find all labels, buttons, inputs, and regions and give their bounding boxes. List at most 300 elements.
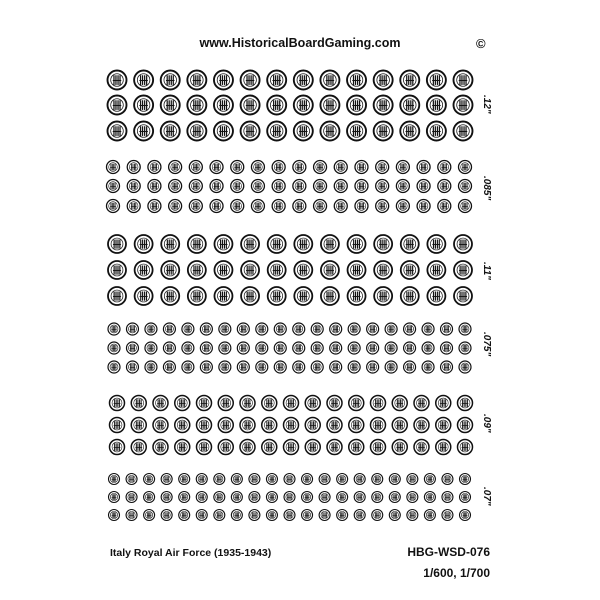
fasces-roundel-icon [347, 96, 366, 115]
fasces-roundel-icon [348, 235, 366, 253]
fasces-roundel-icon [441, 361, 453, 373]
fasces-roundel-icon [134, 71, 153, 90]
fasces-roundel-icon [272, 161, 285, 174]
size-label-07: .07" [481, 487, 492, 506]
fasces-roundel-icon [374, 122, 393, 141]
fasces-roundel-icon [237, 361, 249, 373]
fasces-roundel-icon [302, 510, 313, 521]
fasces-roundel-icon [127, 161, 140, 174]
fasces-roundel-icon [314, 180, 327, 193]
fasces-roundel-icon [214, 510, 225, 521]
fasces-roundel-icon [187, 96, 206, 115]
fasces-roundel-icon [153, 418, 168, 433]
fasces-roundel-icon [272, 180, 285, 193]
fasces-roundel-icon [249, 492, 260, 503]
fasces-roundel-icon [231, 474, 242, 485]
fasces-roundel-icon [214, 492, 225, 503]
fasces-roundel-icon [348, 361, 360, 373]
fasces-roundel-icon [187, 71, 206, 90]
fasces-roundel-icon [210, 180, 223, 193]
fasces-roundel-icon [126, 361, 138, 373]
fasces-roundel-icon [321, 287, 339, 305]
fasces-roundel-icon [400, 122, 419, 141]
fasces-roundel-icon [347, 122, 366, 141]
fasces-roundel-icon [376, 200, 389, 213]
sheet-title: Italy Royal Air Force (1935-1943) [110, 547, 272, 559]
fasces-roundel-icon [161, 287, 179, 305]
fasces-roundel-icon [293, 180, 306, 193]
fasces-roundel-icon [441, 323, 453, 335]
fasces-roundel-icon [314, 200, 327, 213]
fasces-roundel-icon [355, 200, 368, 213]
fasces-roundel-icon [274, 323, 286, 335]
fasces-roundel-icon [348, 342, 360, 354]
fasces-roundel-icon [175, 440, 190, 455]
fasces-roundel-icon [459, 342, 471, 354]
fasces-roundel-icon [422, 361, 434, 373]
fasces-roundel-icon [458, 396, 473, 411]
fasces-roundel-icon [349, 418, 364, 433]
fasces-roundel-icon [454, 235, 472, 253]
fasces-roundel-icon [268, 261, 286, 279]
fasces-roundel-icon [417, 180, 430, 193]
fasces-roundel-icon [355, 180, 368, 193]
fasces-roundel-icon [374, 71, 393, 90]
fasces-roundel-icon [401, 235, 419, 253]
fasces-roundel-icon [442, 492, 453, 503]
fasces-roundel-icon [422, 323, 434, 335]
fasces-roundel-icon [131, 396, 146, 411]
fasces-roundel-icon [189, 200, 202, 213]
fasces-roundel-icon [189, 161, 202, 174]
fasces-roundel-icon [392, 396, 407, 411]
fasces-roundel-icon [240, 418, 255, 433]
fasces-roundel-icon [424, 510, 435, 521]
fasces-roundel-icon [396, 180, 409, 193]
fasces-roundel-icon [460, 510, 471, 521]
fasces-roundel-icon [284, 440, 299, 455]
fasces-roundel-icon [414, 396, 429, 411]
fasces-roundel-icon [200, 342, 212, 354]
fasces-roundel-icon [214, 287, 232, 305]
fasces-roundel-icon [372, 492, 383, 503]
fasces-roundel-icon [268, 287, 286, 305]
fasces-roundel-icon [153, 396, 168, 411]
fasces-roundel-icon [460, 474, 471, 485]
fasces-roundel-icon [334, 161, 347, 174]
fasces-roundel-icon [197, 418, 212, 433]
size-label-12: .12" [481, 95, 492, 114]
website-url: www.HistoricalBoardGaming.com [199, 36, 401, 50]
fasces-roundel-icon [231, 180, 244, 193]
fasces-roundel-icon [293, 342, 305, 354]
fasces-roundel-icon [109, 492, 120, 503]
fasces-roundel-icon [407, 492, 418, 503]
fasces-roundel-icon [108, 361, 120, 373]
fasces-roundel-icon [337, 474, 348, 485]
fasces-roundel-icon [237, 342, 249, 354]
fasces-roundel-icon [436, 440, 451, 455]
fasces-roundel-icon [267, 96, 286, 115]
fasces-roundel-icon [231, 510, 242, 521]
fasces-roundel-icon [251, 200, 264, 213]
fasces-roundel-icon [153, 440, 168, 455]
fasces-roundel-icon [182, 342, 194, 354]
fasces-roundel-icon [330, 323, 342, 335]
fasces-roundel-icon [349, 396, 364, 411]
fasces-roundel-icon [251, 161, 264, 174]
fasces-roundel-icon [396, 161, 409, 174]
fasces-roundel-icon [231, 161, 244, 174]
fasces-roundel-icon [401, 287, 419, 305]
fasces-roundel-icon [187, 122, 206, 141]
fasces-roundel-icon [454, 96, 473, 115]
fasces-roundel-icon [376, 180, 389, 193]
fasces-roundel-icon [148, 161, 161, 174]
fasces-roundel-icon [182, 361, 194, 373]
fasces-roundel-icon [231, 200, 244, 213]
fasces-roundel-icon [438, 180, 451, 193]
fasces-roundel-icon [407, 474, 418, 485]
fasces-roundel-icon [241, 96, 260, 115]
fasces-roundel-icon [442, 474, 453, 485]
fasces-roundel-icon [109, 474, 120, 485]
fasces-roundel-icon [108, 122, 127, 141]
fasces-roundel-icon [200, 361, 212, 373]
fasces-roundel-icon [320, 71, 339, 90]
fasces-roundel-icon [454, 122, 473, 141]
fasces-roundel-icon [417, 200, 430, 213]
fasces-roundel-icon [108, 235, 126, 253]
fasces-roundel-icon [427, 122, 446, 141]
fasces-roundel-icon [427, 235, 445, 253]
fasces-roundel-icon [241, 261, 259, 279]
fasces-roundel-icon [305, 418, 320, 433]
fasces-roundel-icon [284, 510, 295, 521]
fasces-roundel-icon [110, 396, 125, 411]
fasces-roundel-icon [163, 342, 175, 354]
fasces-roundel-icon [349, 440, 364, 455]
fasces-roundel-icon [214, 261, 232, 279]
size-label-09: .09" [481, 414, 492, 433]
fasces-roundel-icon [427, 261, 445, 279]
fasces-roundel-icon [189, 180, 202, 193]
fasces-roundel-icon [311, 323, 323, 335]
fasces-roundel-icon [268, 235, 286, 253]
fasces-roundel-icon [321, 261, 339, 279]
fasces-roundel-icon [305, 440, 320, 455]
fasces-roundel-icon [293, 361, 305, 373]
fasces-roundel-icon [400, 96, 419, 115]
fasces-roundel-icon [241, 71, 260, 90]
fasces-roundel-icon [355, 161, 368, 174]
fasces-roundel-icon [427, 287, 445, 305]
fasces-roundel-icon [144, 492, 155, 503]
fasces-roundel-icon [256, 342, 268, 354]
fasces-roundel-icon [337, 492, 348, 503]
fasces-roundel-icon [161, 122, 180, 141]
fasces-roundel-icon [126, 474, 137, 485]
fasces-roundel-icon [161, 492, 172, 503]
fasces-roundel-icon [214, 71, 233, 90]
fasces-roundel-icon [294, 287, 312, 305]
fasces-roundel-icon [438, 200, 451, 213]
fasces-roundel-icon [161, 474, 172, 485]
fasces-roundel-icon [284, 396, 299, 411]
fasces-roundel-icon [218, 440, 233, 455]
fasces-roundel-icon [210, 161, 223, 174]
fasces-roundel-icon [127, 200, 140, 213]
fasces-roundel-icon [414, 440, 429, 455]
fasces-roundel-icon [319, 492, 330, 503]
fasces-roundel-icon [214, 235, 232, 253]
fasces-roundel-icon [367, 342, 379, 354]
fasces-roundel-icon [436, 396, 451, 411]
fasces-roundel-icon [385, 323, 397, 335]
fasces-roundel-icon [196, 510, 207, 521]
fasces-roundel-icon [241, 122, 260, 141]
fasces-roundel-icon [314, 161, 327, 174]
fasces-roundel-icon [372, 474, 383, 485]
fasces-roundel-icon [262, 440, 277, 455]
fasces-roundel-icon [348, 323, 360, 335]
fasces-roundel-icon [188, 235, 206, 253]
fasces-roundel-icon [144, 474, 155, 485]
fasces-roundel-icon [126, 342, 138, 354]
fasces-roundel-icon [256, 323, 268, 335]
fasces-roundel-icon [127, 180, 140, 193]
fasces-roundel-icon [348, 287, 366, 305]
fasces-roundel-icon [293, 323, 305, 335]
fasces-roundel-icon [145, 361, 157, 373]
fasces-roundel-icon [376, 161, 389, 174]
fasces-roundel-icon [108, 342, 120, 354]
fasces-roundel-icon [389, 492, 400, 503]
fasces-roundel-icon [334, 200, 347, 213]
fasces-roundel-icon [266, 492, 277, 503]
fasces-roundel-icon [131, 418, 146, 433]
fasces-roundel-icon [442, 510, 453, 521]
fasces-roundel-icon [163, 361, 175, 373]
fasces-roundel-icon [107, 161, 120, 174]
fasces-roundel-icon [321, 235, 339, 253]
fasces-roundel-icon [197, 396, 212, 411]
fasces-roundel-icon [427, 96, 446, 115]
fasces-roundel-icon [200, 323, 212, 335]
fasces-roundel-icon [294, 71, 313, 90]
fasces-roundel-icon [262, 396, 277, 411]
fasces-roundel-icon [249, 474, 260, 485]
fasces-roundel-icon [392, 418, 407, 433]
fasces-roundel-icon [274, 342, 286, 354]
fasces-roundel-icon [266, 510, 277, 521]
fasces-roundel-icon [400, 71, 419, 90]
fasces-roundel-icon [396, 200, 409, 213]
fasces-roundel-icon [459, 361, 471, 373]
fasces-roundel-icon [374, 96, 393, 115]
fasces-roundel-icon [108, 287, 126, 305]
fasces-roundel-icon [374, 287, 392, 305]
fasces-roundel-icon [231, 492, 242, 503]
fasces-roundel-icon [436, 418, 451, 433]
fasces-roundel-icon [459, 180, 472, 193]
fasces-roundel-icon [214, 474, 225, 485]
fasces-roundel-icon [219, 342, 231, 354]
fasces-roundel-icon [108, 261, 126, 279]
fasces-roundel-icon [251, 180, 264, 193]
fasces-roundel-icon [197, 440, 212, 455]
fasces-roundel-icon [188, 287, 206, 305]
fasces-roundel-icon [319, 510, 330, 521]
fasces-roundel-icon [458, 418, 473, 433]
fasces-roundel-icon [459, 200, 472, 213]
fasces-roundel-icon [169, 161, 182, 174]
fasces-roundel-icon [179, 492, 190, 503]
fasces-roundel-icon [389, 474, 400, 485]
fasces-roundel-icon [327, 396, 342, 411]
fasces-roundel-icon [262, 418, 277, 433]
fasces-roundel-icon [294, 261, 312, 279]
size-label-075: .075" [481, 332, 492, 357]
fasces-roundel-icon [354, 510, 365, 521]
fasces-roundel-icon [374, 235, 392, 253]
fasces-roundel-icon [334, 180, 347, 193]
fasces-roundel-icon [389, 510, 400, 521]
fasces-roundel-icon [175, 418, 190, 433]
fasces-roundel-icon [148, 180, 161, 193]
fasces-roundel-icon [107, 180, 120, 193]
fasces-roundel-icon [327, 440, 342, 455]
scale-label: 1/600, 1/700 [423, 566, 490, 580]
fasces-roundel-icon [196, 492, 207, 503]
fasces-roundel-icon [459, 323, 471, 335]
fasces-roundel-icon [126, 510, 137, 521]
fasces-roundel-icon [161, 71, 180, 90]
size-label-085: .085" [481, 176, 492, 201]
fasces-roundel-icon [354, 492, 365, 503]
fasces-roundel-icon [214, 122, 233, 141]
fasces-roundel-icon [267, 71, 286, 90]
fasces-roundel-icon [414, 418, 429, 433]
fasces-roundel-icon [374, 261, 392, 279]
fasces-roundel-icon [454, 261, 472, 279]
fasces-roundel-icon [305, 396, 320, 411]
fasces-roundel-icon [337, 510, 348, 521]
fasces-roundel-icon [407, 510, 418, 521]
size-label-11: .11" [481, 262, 492, 280]
fasces-roundel-icon [293, 161, 306, 174]
fasces-roundel-icon [385, 342, 397, 354]
fasces-roundel-icon [135, 287, 153, 305]
fasces-roundel-icon [267, 122, 286, 141]
fasces-roundel-icon [284, 492, 295, 503]
fasces-roundel-icon [371, 396, 386, 411]
fasces-roundel-icon [196, 474, 207, 485]
fasces-roundel-icon [424, 474, 435, 485]
fasces-roundel-icon [392, 440, 407, 455]
fasces-roundel-icon [417, 161, 430, 174]
fasces-roundel-icon [161, 261, 179, 279]
fasces-roundel-icon [294, 96, 313, 115]
fasces-roundel-icon [371, 418, 386, 433]
fasces-roundel-icon [145, 323, 157, 335]
fasces-roundel-icon [454, 71, 473, 90]
fasces-roundel-icon [330, 361, 342, 373]
fasces-roundel-icon [372, 510, 383, 521]
fasces-roundel-icon [256, 361, 268, 373]
fasces-roundel-icon [161, 510, 172, 521]
fasces-roundel-icon [148, 200, 161, 213]
fasces-roundel-icon [214, 96, 233, 115]
fasces-roundel-icon [110, 418, 125, 433]
fasces-roundel-icon [144, 510, 155, 521]
fasces-roundel-icon [294, 235, 312, 253]
fasces-roundel-icon [134, 96, 153, 115]
fasces-roundel-icon [108, 323, 120, 335]
fasces-roundel-icon [330, 342, 342, 354]
fasces-roundel-icon [218, 418, 233, 433]
fasces-roundel-icon [131, 440, 146, 455]
fasces-roundel-icon [404, 342, 416, 354]
fasces-roundel-icon [385, 361, 397, 373]
fasces-roundel-icon [237, 323, 249, 335]
fasces-roundel-icon [404, 361, 416, 373]
fasces-roundel-icon [272, 200, 285, 213]
fasces-roundel-icon [126, 492, 137, 503]
fasces-roundel-icon [284, 474, 295, 485]
fasces-roundel-icon [169, 180, 182, 193]
fasces-roundel-icon [219, 361, 231, 373]
fasces-roundel-icon [218, 396, 233, 411]
fasces-roundel-icon [135, 261, 153, 279]
fasces-roundel-icon [293, 200, 306, 213]
fasces-roundel-icon [441, 342, 453, 354]
fasces-roundel-icon [249, 510, 260, 521]
fasces-roundel-icon [454, 287, 472, 305]
fasces-roundel-icon [161, 96, 180, 115]
fasces-roundel-icon [240, 396, 255, 411]
fasces-roundel-icon [422, 342, 434, 354]
fasces-roundel-icon [459, 161, 472, 174]
fasces-roundel-icon [182, 323, 194, 335]
fasces-roundel-icon [401, 261, 419, 279]
fasces-roundel-icon [241, 235, 259, 253]
fasces-roundel-icon [302, 474, 313, 485]
fasces-roundel-icon [179, 510, 190, 521]
fasces-roundel-icon [241, 287, 259, 305]
fasces-roundel-icon [294, 122, 313, 141]
fasces-roundel-icon [179, 474, 190, 485]
fasces-roundel-icon [145, 342, 157, 354]
fasces-roundel-icon [367, 323, 379, 335]
product-code: HBG-WSD-076 [407, 545, 490, 559]
fasces-roundel-icon [319, 474, 330, 485]
fasces-roundel-icon [302, 492, 313, 503]
fasces-roundel-icon [169, 200, 182, 213]
fasces-roundel-icon [320, 122, 339, 141]
fasces-roundel-icon [175, 396, 190, 411]
fasces-roundel-icon [320, 96, 339, 115]
fasces-roundel-icon [274, 361, 286, 373]
fasces-roundel-icon [427, 71, 446, 90]
fasces-roundel-icon [311, 361, 323, 373]
fasces-roundel-icon [210, 200, 223, 213]
fasces-roundel-icon [163, 323, 175, 335]
fasces-roundel-icon [135, 235, 153, 253]
fasces-roundel-icon [424, 492, 435, 503]
fasces-roundel-icon [109, 510, 120, 521]
fasces-roundel-icon [327, 418, 342, 433]
